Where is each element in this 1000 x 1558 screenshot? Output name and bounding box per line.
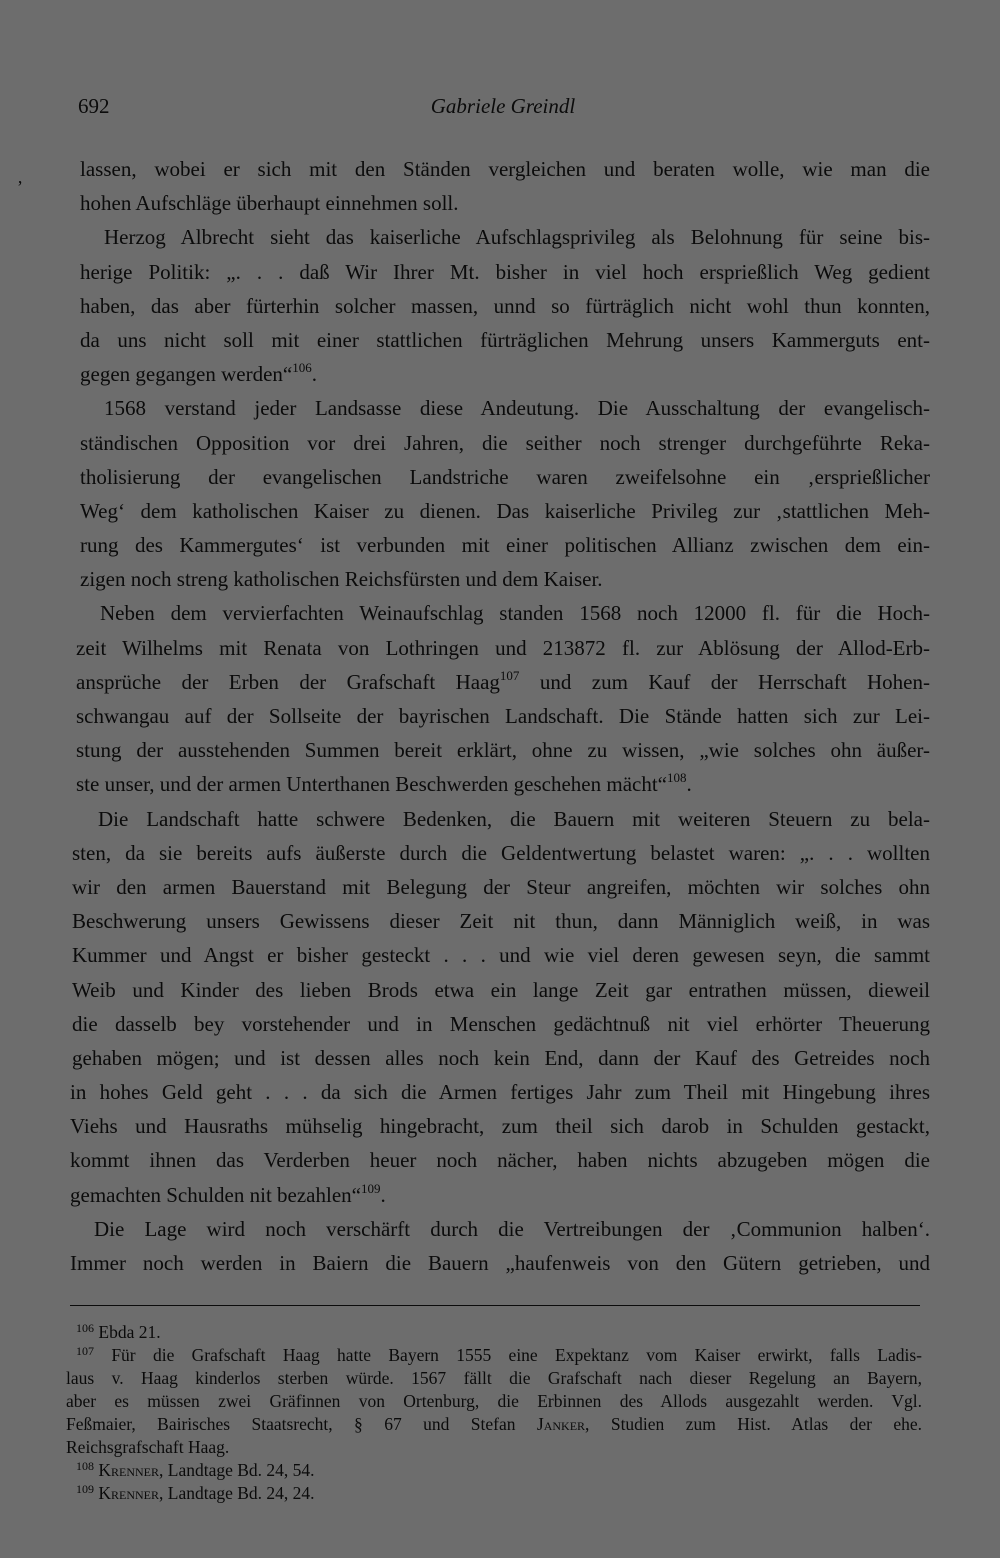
- line-text-after: .: [380, 1182, 386, 1207]
- line-text: Beschwerung unsers Gewissens dieser Zeit nit thun, dann Männiglich weiß, in was: [72, 909, 930, 934]
- text-line: [70, 699, 930, 733]
- line-text: Neben dem vervierfachten Weinaufschlag standen 1568 noch 12000 fl. für die Hoch-: [100, 601, 930, 626]
- line-text: stung der ausstehenden Summen bereit erklärt, ohne zu wissen, „wie solches ohn äußer-: [76, 738, 930, 763]
- footnote-line: [66, 1459, 922, 1482]
- line-text: gehaben mögen; und ist dessen alles noch kein End, dann der Kauf des Getreides noch: [72, 1045, 930, 1070]
- text-line: [70, 1109, 930, 1143]
- text-line: [70, 665, 930, 699]
- text-line: [70, 220, 930, 254]
- line-text: haben, das aber fürterhin solcher massen, unnd so fürträglich nicht wohl thun konnten,: [80, 293, 930, 318]
- text-line: [70, 152, 930, 186]
- line-text: Immer noch werden in Baiern die Bauern „haufenweis von den Gütern getrieben, und: [70, 1251, 930, 1275]
- line-text: gemachten Schulden nit bezahlen“: [70, 1182, 361, 1207]
- page-header: [78, 94, 928, 124]
- body-text: [70, 152, 930, 1280]
- text-line: [70, 1212, 930, 1246]
- line-text: ansprüche der Erben der Grafschaft Haag: [76, 669, 500, 694]
- text-line: [70, 631, 930, 665]
- line-text: Die Landschaft hatte schwere Bedenken, die Bauern mit weiteren Steuern zu bela-: [98, 806, 930, 831]
- text-line: [70, 767, 930, 801]
- footnote-text: , Landtage Bd. 24, 24.: [159, 1483, 315, 1503]
- line-text: Viehs und Hausraths mühselig hingebracht, zum theil sich darob in Schulden gestackt,: [70, 1114, 930, 1139]
- text-line: [70, 802, 930, 836]
- author-name: Krenner: [98, 1483, 160, 1503]
- footnote-number: 108: [76, 1459, 94, 1473]
- line-text: 1568 verstand jeder Landsasse diese Andeutung. Die Ausschaltung der evangelisch-: [104, 396, 930, 421]
- text-line: [70, 733, 930, 767]
- line-text: zigen noch streng katholischen Reichsfürsten und dem Kaiser.: [80, 567, 603, 592]
- footnote-marker: 106: [292, 360, 312, 376]
- running-head: Gabriele Greindl: [430, 94, 576, 118]
- text-line: [70, 1246, 930, 1280]
- footnote-line: [66, 1321, 922, 1344]
- footnote-line: [66, 1482, 922, 1505]
- footnote-line: [66, 1367, 922, 1390]
- text-line: [70, 528, 930, 562]
- line-text: Kummer und Angst er bisher gesteckt . . . und wie viel deren gewesen seyn, die sammt: [72, 943, 930, 968]
- text-line: [70, 836, 930, 870]
- text-line: [70, 1007, 930, 1041]
- footnotes: [66, 1321, 922, 1505]
- footnote-text: Ebda 21.: [98, 1322, 161, 1342]
- text-line: [70, 562, 930, 596]
- text-line: [70, 255, 930, 289]
- text-line: [70, 289, 930, 323]
- footnote-line: [66, 1413, 922, 1436]
- footnote-line: [66, 1436, 922, 1459]
- footnote-text-after: , Studien zum Hist. Atlas der ehe.: [585, 1414, 923, 1434]
- text-line: [70, 323, 930, 357]
- margin-mark: ‚: [17, 167, 23, 187]
- text-line: [70, 973, 930, 1007]
- text-line: [70, 1075, 930, 1109]
- line-text: ständischen Opposition vor drei Jahren, die seither noch strenger durchgeführte Reka-: [80, 430, 930, 455]
- footnote-line: [66, 1390, 922, 1413]
- text-line: [70, 938, 930, 972]
- footnote-number: 106: [76, 1321, 94, 1335]
- footnote-text: Feßmaier, Bairisches Staatsrecht, § 67 und Stefan: [66, 1414, 537, 1434]
- text-line: [70, 1178, 930, 1212]
- line-text: da uns nicht soll mit einer stattlichen fürträglichen Mehrung unsers Kammerguts ent-: [80, 327, 930, 352]
- line-text: tholisierung der evangelischen Landstriche waren zweifelsohne ein ‚ersprießlicher: [80, 464, 930, 489]
- footnote-number: 109: [76, 1482, 94, 1496]
- line-text: Die Lage wird noch verschärft durch die Vertreibungen der ‚Communion halben‘.: [94, 1216, 930, 1241]
- text-line: [70, 391, 930, 425]
- line-text-after: .: [686, 772, 692, 797]
- line-text: ste unser, und der armen Unterthanen Beschwerden geschehen mächt“: [76, 772, 668, 797]
- line-text: herige Politik: „. . . daß Wir Ihrer Mt. bisher in viel hoch ersprießlich Weg gedient: [80, 259, 930, 284]
- line-text: in hohes Geld geht . . . da sich die Armen fertiges Jahr zum Theil mit Hingebung ihres: [70, 1080, 930, 1105]
- page-number: 692: [78, 94, 110, 118]
- line-text: Weg‘ dem katholischen Kaiser zu dienen. Das kaiserliche Privileg zur ‚stattlichen Meh-: [80, 498, 930, 523]
- line-text-after: und zum Kauf der Herrschaft Hohen-: [519, 669, 930, 694]
- text-line: [70, 186, 930, 220]
- footnote-number: 107: [76, 1344, 94, 1358]
- line-text: kommt ihnen das Verderben heuer noch nächer, haben nichts abzugeben mögen die: [70, 1148, 930, 1173]
- author-name: Janker: [536, 1414, 586, 1434]
- line-text: Weib und Kinder des lieben Brods etwa ein lange Zeit gar entrathen müssen, dieweil: [72, 977, 930, 1002]
- line-text: hohen Aufschläge überhaupt einnehmen soll.: [80, 191, 459, 216]
- text-line: [70, 1143, 930, 1177]
- text-line: [70, 1041, 930, 1075]
- footnote-marker: 109: [360, 1180, 381, 1196]
- line-text: lassen, wobei er sich mit den Ständen vergleichen und beraten wolle, wie man die: [80, 157, 930, 181]
- line-text-after: .: [311, 362, 317, 387]
- text-line: [70, 357, 930, 391]
- text-line: [70, 596, 930, 630]
- text-line: [70, 460, 930, 494]
- footnote-marker: 108: [667, 770, 687, 786]
- footnote-text: Für die Grafschaft Haag hatte Bayern 1555 eine Expektanz vom Kaiser erwirkt, falls Ladis-: [111, 1345, 922, 1365]
- footnote-line: [66, 1344, 922, 1367]
- line-text: Herzog Albrecht sieht das kaiserliche Aufschlagsprivileg als Belohnung für seine bis-: [104, 225, 930, 250]
- text-line: [70, 904, 930, 938]
- footnote-rule: [70, 1305, 920, 1306]
- text-line: [70, 870, 930, 904]
- footnote-text: , Landtage Bd. 24, 54.: [159, 1460, 315, 1480]
- line-text: zeit Wilhelms mit Renata von Lothringen und 213872 fl. zur Ablösung der Allod-Erb-: [76, 635, 930, 660]
- footnote-text: aber es müssen zwei Gräfinnen von Ortenburg, die Erbinnen des Allods ausgezahlt werden. Vgl.: [66, 1391, 922, 1411]
- text-line: [70, 426, 930, 460]
- line-text: die dasselb bey vorstehender und in Menschen gedächtnuß nit viel erhörter Theuerung: [72, 1011, 930, 1036]
- line-text: schwangau auf der Sollseite der bayrischen Landschaft. Die Stände hatten sich zur Lei-: [76, 704, 930, 728]
- line-text: gegen gegangen werden“: [80, 362, 293, 387]
- line-text: sten, da sie bereits aufs äußerste durch die Geldentwertung belastet waren: „. . . wollten: [72, 840, 930, 865]
- footnote-text: laus v. Haag kinderlos sterben würde. 1567 fällt die Grafschaft nach dieser Regelung an Bayern,: [66, 1368, 922, 1388]
- author-name: Krenner: [98, 1460, 160, 1480]
- text-line: [70, 494, 930, 528]
- line-text: wir den armen Bauerstand mit Belegung der Steur angreifen, möchten wir solches ohn: [72, 874, 930, 899]
- footnote-marker: 107: [499, 667, 520, 683]
- footnote-text: Reichsgrafschaft Haag.: [66, 1437, 230, 1457]
- line-text: rung des Kammergutes‘ ist verbunden mit einer politischen Allianz zwischen dem ein-: [80, 533, 930, 558]
